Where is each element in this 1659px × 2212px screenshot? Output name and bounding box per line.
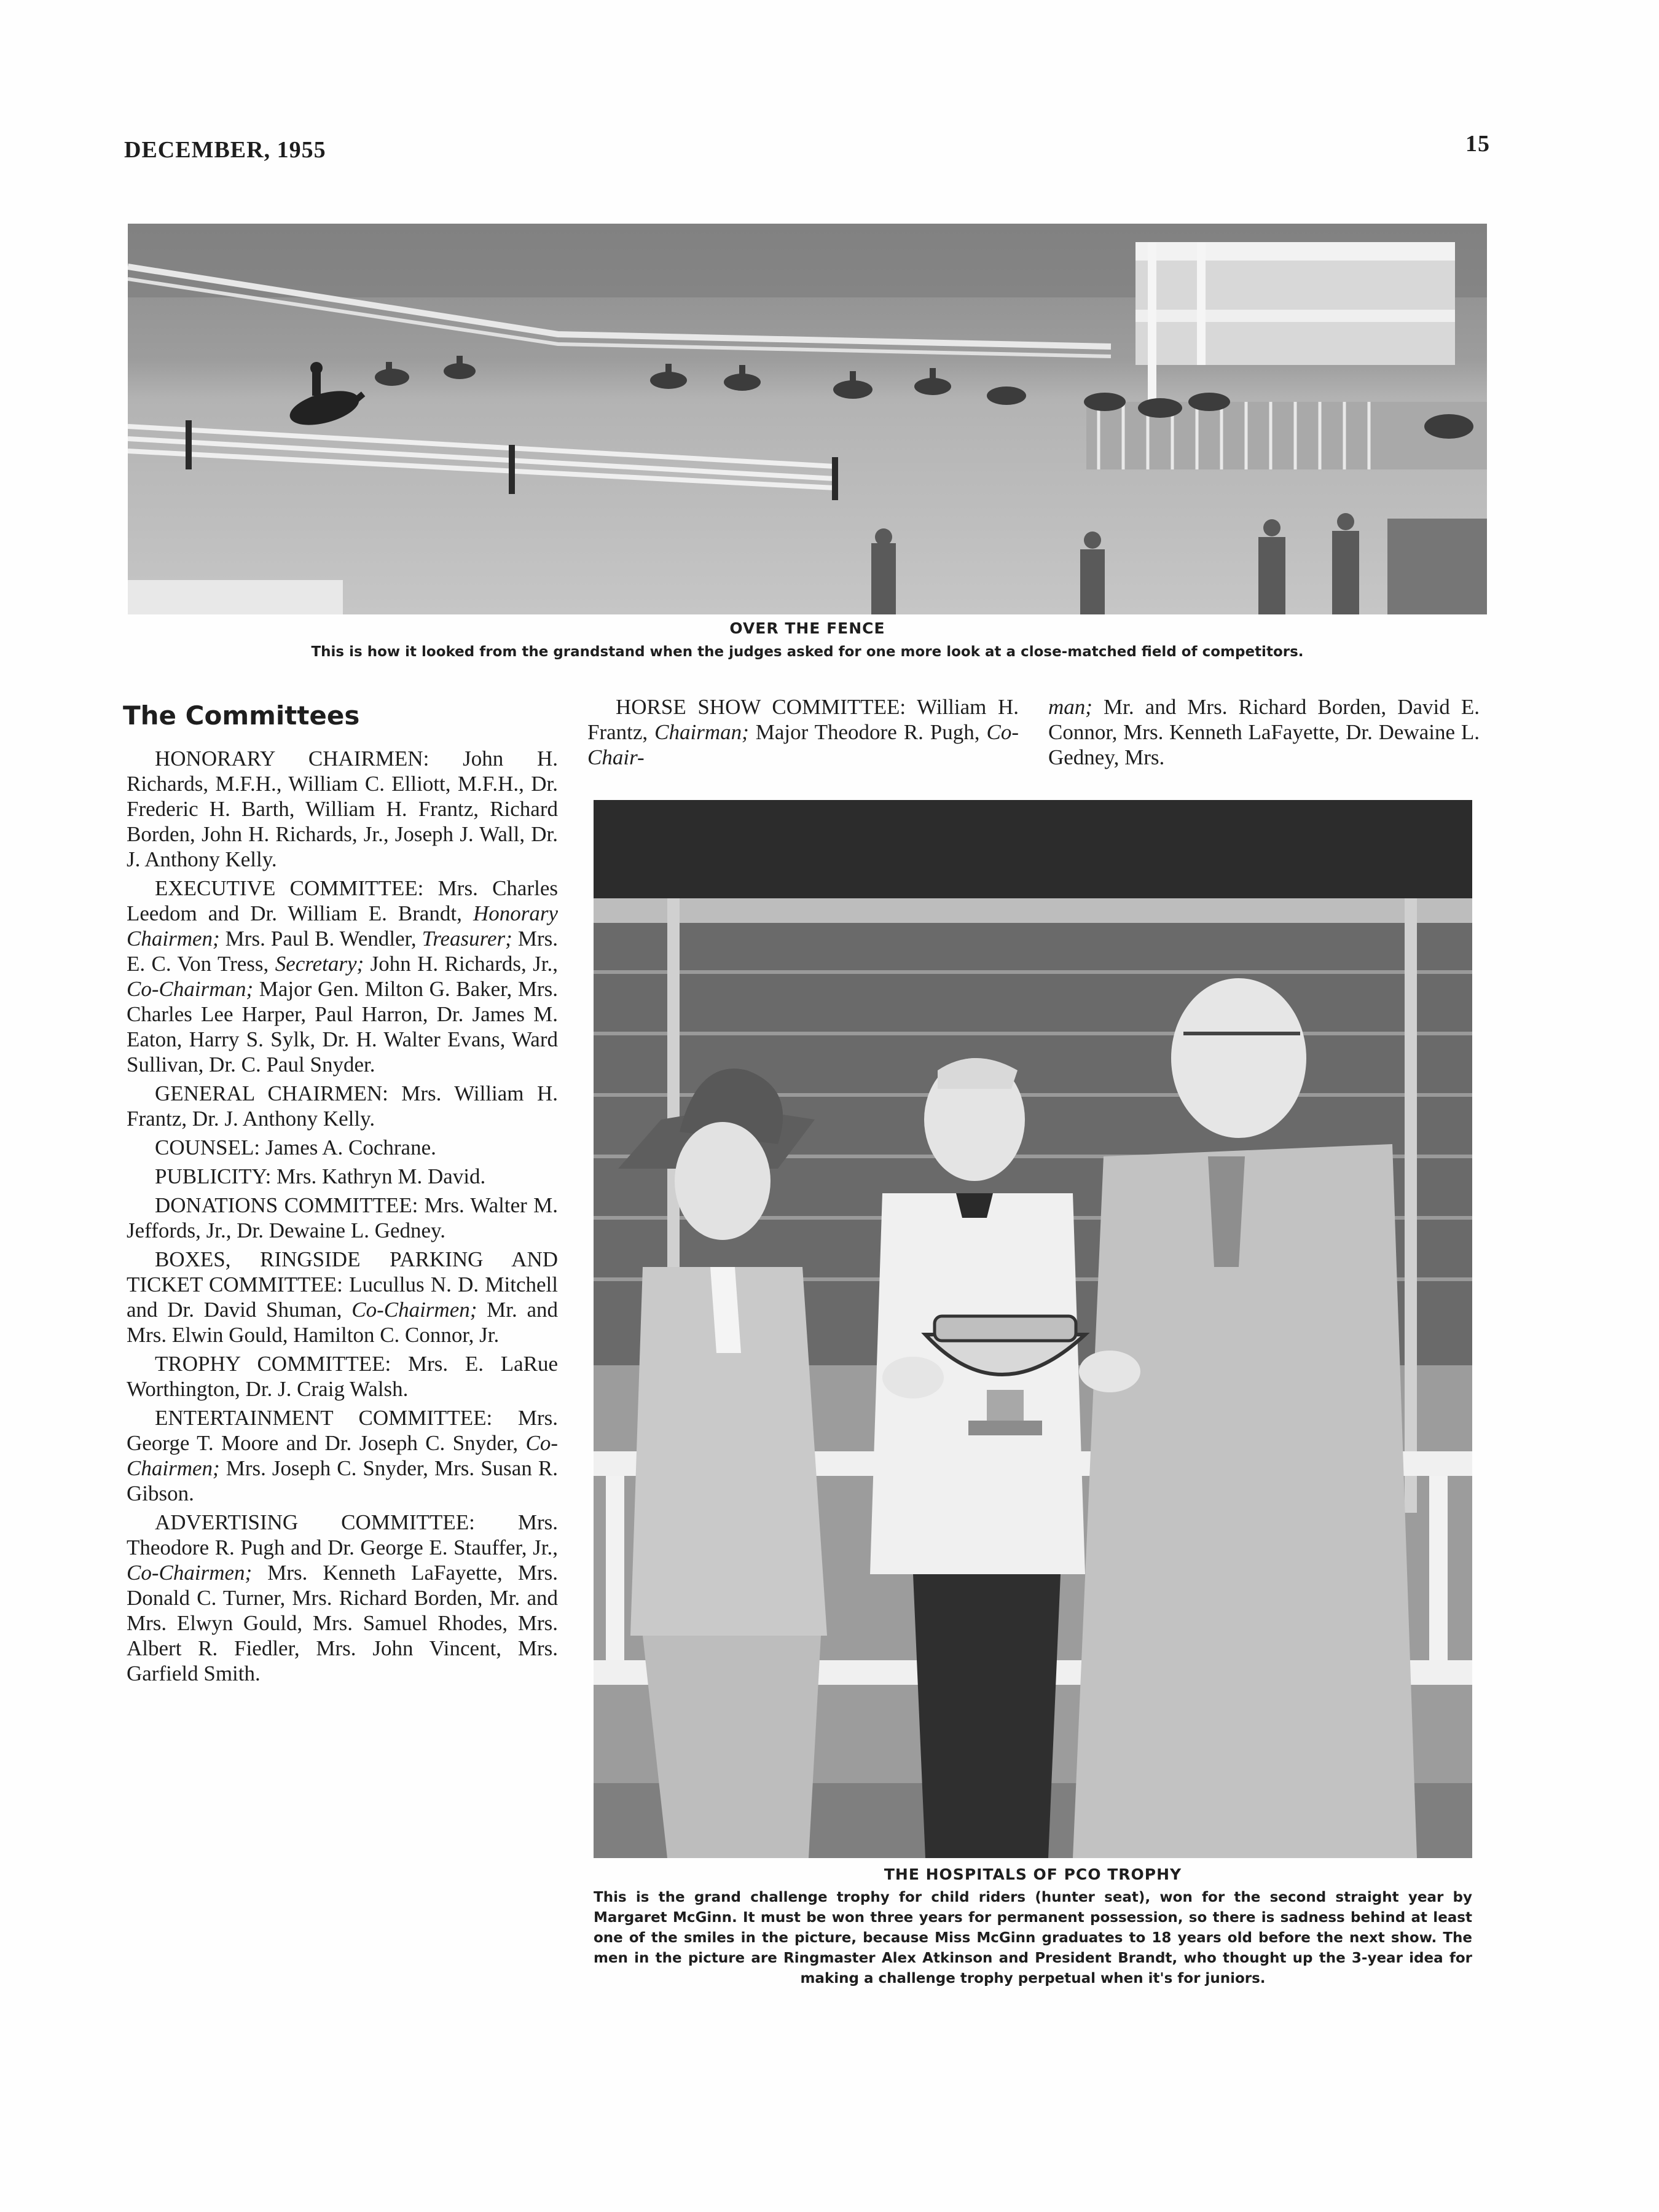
committee-heading: PUBLICITY:	[155, 1164, 272, 1188]
committee-members: Lucullus N. D. Mitchell and Dr. David Shuman,	[127, 1273, 558, 1322]
horse-show-text-1: William H. Frantz,	[587, 695, 1019, 744]
committee-heading: BOXES, RINGSIDE PARKING AND TICKET COMMITTEE:	[127, 1247, 558, 1296]
committee-role: Secretary;	[275, 952, 364, 976]
committee-members: Mrs. Kathryn M. David.	[271, 1164, 486, 1188]
committee-members: John H. Richards, Jr.,	[364, 952, 558, 976]
trophy-photo-caption-text: This is the grand challenge trophy for child riders (hunter seat), won for the second straight year by Margaret McGinn. It must be won three years for permanent possession, so there is sadness behind at least one of the smiles in the picture, because Miss McGinn graduates to 18 years old before the next show. The men in the picture are Ringmaster Alex Atkinson and President Brandt, who thought up the 3-year idea for making a challenge trophy perpetual when it's for juniors.	[594, 1889, 1472, 1986]
committee-heading: ADVERTISING COMMITTEE:	[155, 1510, 475, 1534]
committee-paragraph	[127, 1247, 558, 1347]
committee-members: Mrs. Charles Leedom and Dr. William E. Brandt,	[127, 876, 558, 925]
committees-column	[127, 746, 558, 1981]
committee-heading: TROPHY COMMITTEE:	[155, 1352, 391, 1376]
committee-heading: DONATIONS COMMITTEE:	[155, 1193, 418, 1217]
committee-heading: COUNSEL:	[155, 1135, 261, 1159]
committee-members: Mrs. William H. Frantz, Dr. J. Anthony Kelly.	[127, 1081, 558, 1131]
horse-show-committee-col2	[1048, 694, 1480, 771]
horse-show-text-2: Major Theodore R. Pugh,	[748, 720, 987, 744]
horse-show-italic-2: Co-Chair-	[587, 720, 1019, 769]
committee-paragraph	[127, 1081, 558, 1131]
trophy-photo	[594, 800, 1472, 1858]
page-number: 15	[1465, 131, 1490, 157]
horse-show-lead: HORSE SHOW COMMITTEE:	[616, 695, 906, 719]
committee-members: Mrs. Walter M. Jeffords, Jr., Dr. Dewaine L. Gedney.	[127, 1193, 558, 1242]
committee-paragraph	[127, 1351, 558, 1402]
committee-paragraph	[127, 1135, 558, 1160]
committee-paragraph	[127, 1193, 558, 1243]
top-photo-caption-text: This is how it looked from the grandstand when the judges asked for one more look at a close-matched field of competitors.	[311, 644, 1304, 660]
top-photo-caption-title: OVER THE FENCE	[729, 619, 885, 637]
committee-members: Mrs. Theodore R. Pugh and Dr. George E. Stauffer, Jr.,	[127, 1510, 558, 1559]
committee-role: Honorary Chairmen;	[127, 901, 558, 951]
committee-paragraph	[127, 1405, 558, 1506]
committee-heading: ENTERTAINMENT COMMITTEE:	[155, 1406, 493, 1430]
committee-heading: EXECUTIVE COMMITTEE:	[155, 876, 424, 900]
horse-show-text-3: Mr. and Mrs. Richard Borden, David E. Connor, Mrs. Kenneth LaFayette, Dr. Dewaine L. Gedney, Mrs.	[1048, 695, 1480, 769]
committee-heading: GENERAL CHAIRMEN:	[155, 1081, 388, 1105]
committee-paragraph	[127, 746, 558, 872]
committee-members: Mrs. E. LaRue Worthington, Dr. J. Craig Walsh.	[127, 1352, 558, 1401]
horse-show-italic-3: man;	[1048, 695, 1092, 719]
committee-members: Mrs. Paul B. Wendler,	[219, 927, 422, 951]
committee-members: Mrs. George T. Moore and Dr. Joseph C. Snyder,	[127, 1406, 558, 1455]
committee-role: Co-Chairman;	[127, 977, 254, 1001]
committee-members: Mrs. E. C. Von Tress,	[127, 927, 558, 976]
committee-members: John H. Richards, M.F.H., William C. Elliott, M.F.H., Dr. Frederic H. Barth, William H. Frantz, Richard Borden, John H. Richards, Jr., Joseph J. Wall, Dr. J. Anthony Kelly.	[127, 747, 558, 871]
trophy-photo-caption-title: THE HOSPITALS OF PCO TROPHY	[884, 1865, 1182, 1883]
committee-members: Mrs. Kenneth LaFayette, Mrs. Donald C. Turner, Mrs. Richard Borden, Mr. and Mrs. Elwyn Gould, Mrs. Samuel Rhodes, Mrs. Albert R. Fiedler, Mrs. John Vincent, Mrs. Garfield Smith.	[127, 1561, 558, 1685]
committee-role: Treasurer;	[422, 927, 512, 951]
committee-role: Co-Chairmen;	[127, 1561, 253, 1585]
committee-members: Major Gen. Milton G. Baker, Mrs. Charles Lee Harper, Paul Harron, Dr. James M. Eaton, Harry S. Sylk, Dr. H. Walter Evans, Ward Sullivan, Dr. C. Paul Snyder.	[127, 977, 558, 1077]
committee-paragraph	[127, 876, 558, 1077]
over-the-fence-photo	[128, 224, 1487, 614]
committee-paragraph	[127, 1164, 558, 1189]
committee-paragraph	[127, 1510, 558, 1686]
committee-role: Co-Chairmen;	[127, 1431, 558, 1480]
committee-role: Co-Chairmen;	[351, 1298, 477, 1322]
horse-show-italic-1: Chairman;	[654, 720, 749, 744]
horse-show-committee-col1	[587, 694, 1019, 771]
committee-members: Mr. and Mrs. Elwin Gould, Hamilton C. Connor, Jr.	[127, 1298, 558, 1347]
committee-members: James A. Cochrane.	[260, 1135, 436, 1159]
committee-members: Mrs. Joseph C. Snyder, Mrs. Susan R. Gibson.	[127, 1456, 558, 1505]
section-title: The Committees	[123, 700, 360, 731]
running-header-date: DECEMBER, 1955	[124, 137, 326, 163]
committee-heading: HONORARY CHAIRMEN:	[155, 747, 429, 771]
